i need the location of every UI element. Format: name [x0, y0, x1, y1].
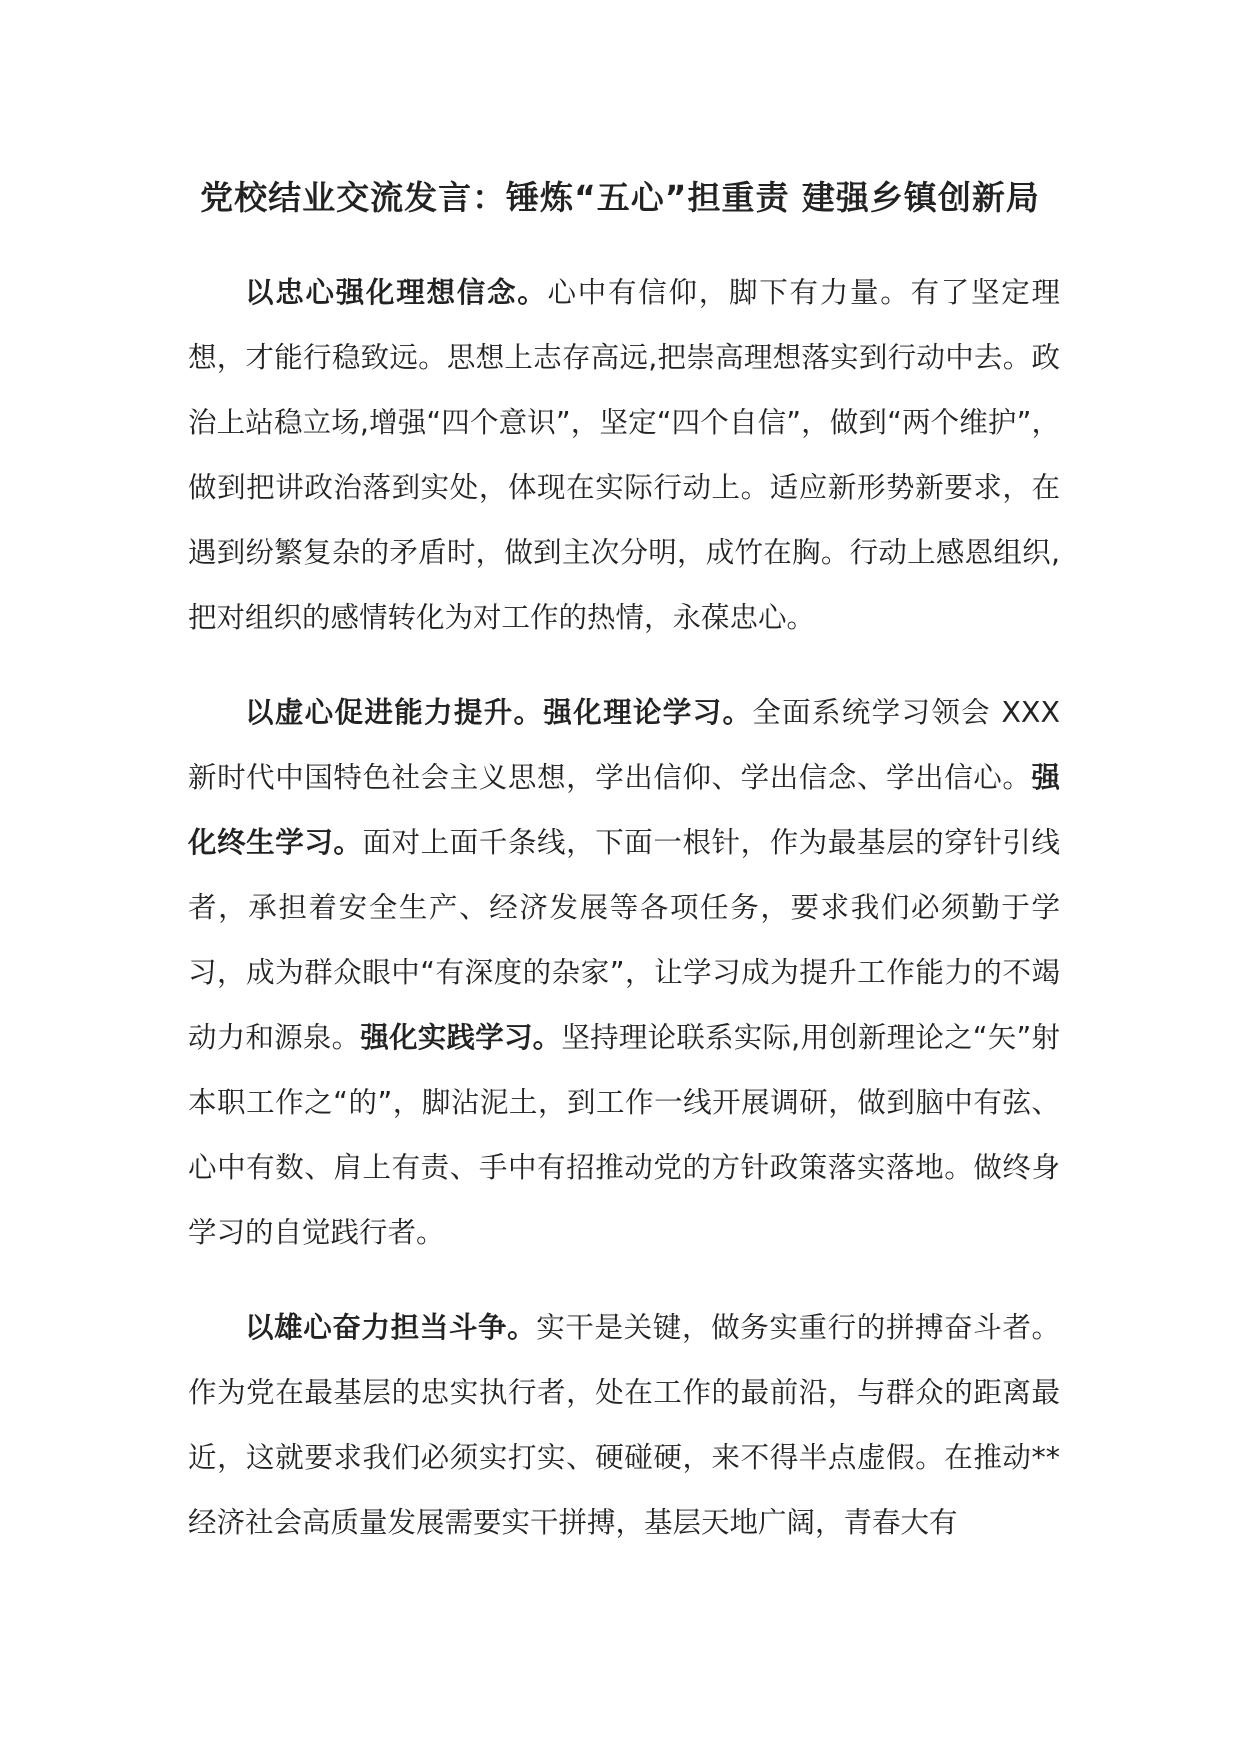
paragraph-text: 面对上面千条线，下面一根针，作为最基层的穿针引线者，承担着安全生产、经济发展等各项任务，要求我们必须勤于学习，成为群众眼中“有深度的杂家”，让学习成为提升工作能力的不竭动力和源泉。: [188, 826, 1060, 1054]
paragraph-text: 实干是关键，做务实重行的拼搏奋斗者。作为党在最基层的忠实执行者，处在工作的最前沿，与群众的距离最近，这就要求我们必须实打实、硬碰硬，来不得半点虚假。在推动**经济社会高质量发展需要实干拼搏，基层天地广阔，青春大有: [188, 1311, 1060, 1539]
document-body: [188, 260, 1060, 1585]
subheading-lifelong-study: 强化终生学习。: [188, 761, 1060, 859]
paragraph-loyalty: [188, 260, 1060, 650]
subheading-theory-study: 强化理论学习。: [543, 696, 753, 729]
paragraph-text: 全面系统学习领会 XXX 新时代中国特色社会主义思想，学出信仰、学出信念、学出信心。: [188, 696, 1060, 794]
paragraph-ambition: [188, 1295, 1060, 1555]
document-title: 党校结业交流发言：锤炼“五心”担重责 建强乡镇创新局: [200, 178, 1040, 217]
paragraph-lead: 以忠心强化理想信念。: [245, 276, 548, 309]
subheading-practice-study: 强化实践学习。: [360, 1021, 562, 1054]
paragraph-text: 坚持理论联系实际,用创新理论之“矢”射本职工作之“的”，脚沾泥土，到工作一线开展调研，做到脑中有弦、心中有数、肩上有责、手中有招推动党的方针政策落实落地。做终身学习的自觉践行者。: [188, 1021, 1060, 1249]
paragraph-humility: [188, 680, 1060, 1265]
paragraph-lead: 以虚心促进能力提升。: [245, 696, 544, 729]
paragraph-lead: 以雄心奋力担当斗争。: [245, 1311, 537, 1344]
paragraph-text: 心中有信仰，脚下有力量。有了坚定理想，才能行稳致远。思想上志存高远,把崇高理想落实到行动中去。政治上站稳立场,增强“四个意识”，坚定“四个自信”，做到“两个维护”，做到把讲政治落到实处，体现在实际行动上。适应新形势新要求，在遇到纷繁复杂的矛盾时，做到主次分明，成竹在胸。行动上感恩组织,把对组织的感情转化为对工作的热情，永葆忠心。: [188, 276, 1060, 634]
